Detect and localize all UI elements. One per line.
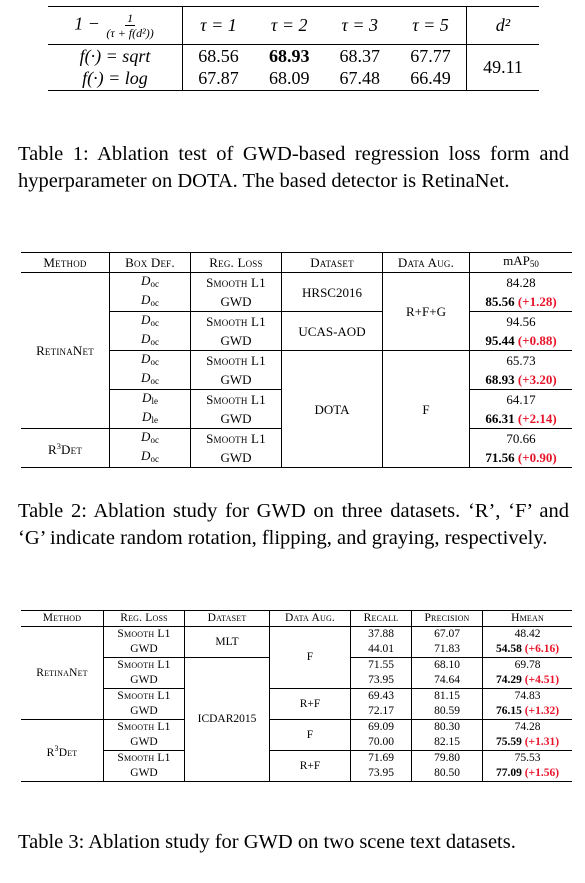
recall-value: 71.55: [351, 658, 412, 674]
text-span: 76.15: [495, 705, 522, 717]
map-base: 84.28: [506, 275, 536, 290]
dataset-ucas: UCAS-AOD: [282, 312, 383, 351]
recall-value: 69.43: [351, 689, 412, 705]
table1-caption: Table 1: Ablation test of GWD-based regression loss form and hyperparameter on DOTA. The based detector is RetinaNet.: [18, 143, 569, 192]
col-hmean: Hmean: [483, 611, 573, 627]
tau-5-header: τ = 5: [395, 7, 466, 45]
col-reg-loss: Reg. Loss: [191, 253, 282, 273]
text-span: D: [141, 351, 151, 366]
text-span: oc: [150, 279, 159, 289]
col-method: Method: [21, 611, 104, 627]
text-span: 74.29: [495, 674, 522, 686]
text-span: oc: [150, 357, 159, 367]
cell-value: 68.37: [339, 45, 381, 66]
map-base: 70.66: [470, 429, 573, 449]
text-span: (+2.14): [517, 411, 557, 426]
hmean-gwd: [483, 704, 573, 720]
table-2: [21, 252, 572, 468]
table-row: [21, 627, 572, 643]
reg-loss: Smooth L1: [104, 627, 185, 643]
map-base: 64.17: [470, 390, 573, 410]
table1-header-row: [48, 7, 539, 45]
map-subscript: 50: [529, 259, 539, 269]
table-3: [21, 610, 572, 782]
cell-value: 66.49: [395, 68, 466, 91]
table-row: [21, 720, 572, 736]
precision-value: 81.15: [412, 689, 483, 705]
dataset-mlt: MLT: [185, 627, 270, 658]
text-span: (+3.20): [517, 372, 557, 387]
table-row: [21, 689, 572, 705]
reg-loss: GWD: [104, 735, 185, 751]
text-span: oc: [150, 376, 159, 386]
text-span: (+6.16): [524, 643, 560, 655]
text-span: oc: [150, 298, 159, 308]
table1-row-log: [48, 68, 539, 91]
text-span: oc: [150, 337, 159, 347]
text-span: (+0.90): [517, 450, 557, 465]
reg-loss: Smooth L1: [191, 273, 282, 293]
cell-value: 67.87: [198, 68, 239, 89]
recall-value: 69.09: [351, 720, 412, 736]
text-span: (+1.28): [517, 294, 557, 309]
recall-value: 70.00: [351, 735, 412, 751]
map-label: mAP: [503, 253, 530, 268]
map-gwd: [470, 448, 573, 468]
recall-value: 71.69: [351, 751, 412, 767]
hmean-value: 74.28: [483, 720, 573, 736]
tbody: [48, 45, 539, 91]
tbody: [21, 273, 572, 468]
precision-value: 74.64: [412, 673, 483, 689]
table1-formula-header: [48, 7, 183, 45]
cell-value: 67.48: [339, 68, 381, 89]
precision-value: 67.07: [412, 627, 483, 643]
dataset-dota: DOTA: [282, 351, 383, 468]
table-1: [48, 6, 539, 91]
text-span: D: [141, 331, 151, 346]
recall-value: 73.95: [351, 766, 412, 782]
cell-value-best: 68.93: [268, 45, 310, 66]
hmean-value: 48.42: [514, 628, 541, 640]
table1-row-sqrt: [48, 45, 539, 68]
map-gwd: [470, 370, 573, 390]
recall-value: 73.95: [351, 673, 412, 689]
table-row: [21, 273, 572, 293]
reg-loss: GWD: [191, 331, 282, 351]
box-def: [110, 448, 191, 468]
formula-numerator: 1: [127, 11, 134, 25]
d2-value: 49.11: [483, 57, 523, 77]
recall-value: 44.01: [351, 642, 412, 658]
text-span: 3: [56, 442, 62, 451]
box-def: [110, 429, 191, 449]
formula-denominator: (τ + f(d²)): [106, 26, 154, 40]
text-span: D: [141, 429, 151, 444]
reg-loss: Smooth L1: [191, 390, 282, 410]
tau-1-header: τ = 1: [183, 7, 254, 45]
table2-caption: Table 2: Ablation study for GWD on three datasets. ‘R’, ‘F’ and ‘G’ indicate random rotation, flipping, and graying, respectively.: [18, 500, 569, 549]
map-gwd: [470, 409, 573, 429]
aug-f: F: [270, 627, 351, 689]
d2-header: d²: [467, 7, 540, 45]
cell-value: 68.56: [198, 45, 239, 66]
formula-fraction: [104, 11, 155, 40]
reg-loss: Smooth L1: [104, 720, 185, 736]
box-def: [110, 312, 191, 332]
recall-value: 37.88: [351, 627, 412, 643]
hmean-gwd: [483, 766, 573, 782]
text-span: R: [47, 442, 57, 457]
col-recall: Recall: [351, 611, 412, 627]
box-def: [110, 370, 191, 390]
box-def: [110, 409, 191, 429]
reg-loss: GWD: [104, 673, 185, 689]
box-def: [110, 331, 191, 351]
col-dataset: Dataset: [282, 253, 383, 273]
text-span: oc: [150, 454, 159, 464]
reg-loss: GWD: [191, 370, 282, 390]
text-span: D: [142, 390, 152, 405]
map-gwd: [470, 292, 573, 312]
col-reg-loss: Reg. Loss: [104, 611, 185, 627]
col-box-def: Box Def.: [110, 253, 191, 273]
hmean-gwd: [483, 642, 573, 658]
table3-header-row: [21, 611, 572, 627]
precision-value: 80.59: [412, 704, 483, 720]
row-label-log: f(·) = log: [48, 68, 183, 91]
thead: [21, 611, 572, 627]
cell-value: 67.77: [395, 45, 466, 68]
reg-loss: Smooth L1: [104, 689, 185, 705]
tau-3-header: τ = 3: [324, 7, 395, 45]
col-method: Method: [21, 253, 110, 273]
reg-loss: GWD: [104, 642, 185, 658]
table2-header-row: [21, 253, 572, 273]
formula-lead: 1 −: [74, 13, 100, 34]
reg-loss: GWD: [104, 766, 185, 782]
recall-value: 72.17: [351, 704, 412, 720]
text-span: D: [141, 448, 151, 463]
box-def: [110, 351, 191, 371]
table3-caption: Table 3: Ablation study for GWD on two scene text datasets.: [18, 831, 516, 853]
box-def: [110, 390, 191, 410]
map-base: 94.56: [470, 312, 573, 332]
reg-loss: Smooth L1: [191, 351, 282, 371]
reg-loss: GWD: [104, 704, 185, 720]
aug-rfg: R+F+G: [383, 273, 470, 351]
text-span: D: [141, 370, 151, 385]
text-span: D: [141, 312, 151, 327]
method-r3det: [21, 429, 110, 468]
text-span: (+1.56): [524, 767, 560, 779]
method-retinanet: RetinaNet: [21, 627, 104, 720]
text-span: le: [151, 396, 158, 406]
text-span: 85.56: [485, 294, 515, 309]
text-span: (+4.51): [524, 674, 560, 686]
dataset-icdar2015: ICDAR2015: [185, 658, 270, 782]
text-span: Det: [58, 746, 78, 759]
map-gwd: [470, 331, 573, 351]
text-span: 75.59: [495, 736, 522, 748]
text-span: 66.31: [485, 411, 515, 426]
table-row: [21, 751, 572, 767]
row-label-sqrt: f(·) = sqrt: [48, 45, 183, 68]
method-retinanet: RetinaNet: [21, 273, 110, 429]
text-span: le: [151, 415, 158, 425]
text-span: 3: [54, 743, 59, 753]
hmean-gwd: [483, 735, 573, 751]
precision-value: 80.50: [412, 766, 483, 782]
map-base: 65.73: [470, 351, 573, 371]
precision-value: 80.30: [412, 720, 483, 736]
text-span: (+0.88): [517, 333, 557, 348]
text-span: 95.44: [485, 333, 515, 348]
method-r3det: [21, 720, 104, 782]
text-span: D: [142, 409, 152, 424]
text-span: (+1.31): [524, 736, 560, 748]
aug-f: F: [383, 351, 470, 468]
box-def: [110, 273, 191, 293]
reg-loss: Smooth L1: [104, 751, 185, 767]
reg-loss: Smooth L1: [191, 312, 282, 332]
text-span: 77.09: [495, 767, 522, 779]
cell-value: 68.09: [268, 68, 310, 89]
text-span: 54.58: [495, 643, 522, 655]
precision-value: 68.10: [412, 658, 483, 674]
reg-loss: Smooth L1: [104, 658, 185, 674]
text-span: D: [141, 273, 151, 288]
reg-loss: GWD: [191, 448, 282, 468]
text-span: oc: [150, 435, 159, 445]
precision-value: 82.15: [412, 735, 483, 751]
text-span: 71.56: [485, 450, 515, 465]
reg-loss: Smooth L1: [191, 429, 282, 449]
reg-loss: GWD: [191, 292, 282, 312]
precision-value: 79.80: [412, 751, 483, 767]
tau-2-header: τ = 2: [254, 7, 325, 45]
col-data-aug: Data Aug.: [270, 611, 351, 627]
text-span: oc: [150, 318, 159, 328]
text-span: D: [141, 292, 151, 307]
aug-rf: R+F: [270, 751, 351, 782]
precision-value: 71.83: [412, 642, 483, 658]
aug-rf: R+F: [270, 689, 351, 720]
text-span: 68.93: [485, 372, 515, 387]
col-dataset: Dataset: [185, 611, 270, 627]
col-precision: Precision: [412, 611, 483, 627]
hmean-value: 75.53: [483, 751, 573, 767]
hmean-value: 69.78: [483, 658, 573, 674]
col-map: [470, 253, 573, 273]
hmean-value: 74.83: [483, 689, 573, 705]
col-data-aug: Data Aug.: [383, 253, 470, 273]
aug-f: F: [270, 720, 351, 751]
box-def: [110, 292, 191, 312]
hmean-gwd: [483, 673, 573, 689]
text-span: R: [46, 746, 55, 759]
thead: [48, 7, 539, 45]
text-span: (+1.32): [524, 705, 560, 717]
tbody: [21, 627, 572, 782]
thead: [21, 253, 572, 273]
reg-loss: GWD: [191, 409, 282, 429]
dataset-hrsc: HRSC2016: [282, 273, 383, 312]
text-span: Det: [61, 442, 83, 457]
